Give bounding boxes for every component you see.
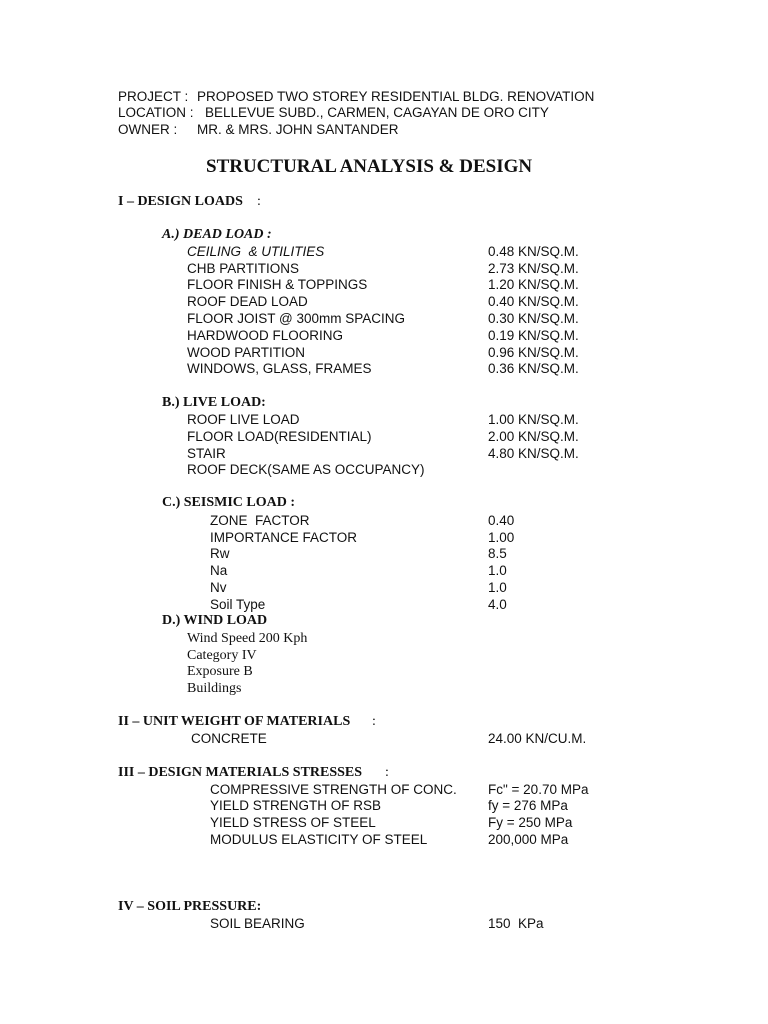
dead-load-value: 0.19 KN/SQ.M.: [488, 328, 579, 343]
project-value: PROPOSED TWO STOREY RESIDENTIAL BLDG. RENOVATION: [197, 89, 595, 104]
soil-bearing-label: SOIL BEARING: [210, 916, 305, 931]
seismic-load-label: Rw: [210, 546, 230, 561]
dead-load-label: WINDOWS, GLASS, FRAMES: [187, 361, 372, 376]
dead-load-value: 0.36 KN/SQ.M.: [488, 361, 579, 376]
dead-load-value: 0.40 KN/SQ.M.: [488, 294, 579, 309]
soil-bearing-value: 150 KPa: [488, 916, 544, 931]
dead-load-value: 0.30 KN/SQ.M.: [488, 311, 579, 326]
stress-label: COMPRESSIVE STRENGTH OF CONC.: [210, 782, 457, 797]
wind-load-line: Wind Speed 200 Kph: [187, 631, 308, 646]
dead-load-value: 2.73 KN/SQ.M.: [488, 261, 579, 276]
section-3-colon: :: [385, 765, 389, 780]
seismic-load-value: 4.0: [488, 597, 507, 612]
wind-load-heading: D.) WIND LOAD: [162, 613, 268, 628]
dead-load-label: WOOD PARTITION: [187, 345, 305, 360]
seismic-load-label: IMPORTANCE FACTOR: [210, 530, 358, 545]
live-load-value: 2.00 KN/SQ.M.: [488, 429, 579, 444]
seismic-load-value: 1.0: [488, 580, 507, 595]
live-load-label: ROOF LIVE LOAD: [187, 412, 300, 427]
seismic-load-heading: C.) SEISMIC LOAD :: [162, 495, 296, 510]
stress-value: Fc" = 20.70 MPa: [488, 782, 589, 797]
dead-load-label: HARDWOOD FLOORING: [187, 328, 344, 343]
section-4-heading: IV – SOIL PRESSURE:: [118, 899, 262, 914]
live-load-label: ROOF DECK(SAME AS OCCUPANCY): [187, 462, 425, 477]
seismic-load-value: 0.40: [488, 513, 515, 528]
unit-weight-label: CONCRETE: [191, 731, 267, 746]
section-3-heading: III – DESIGN MATERIALS STRESSES: [118, 765, 363, 780]
dead-load-value: 1.20 KN/SQ.M.: [488, 277, 579, 292]
stress-label: YIELD STRESS OF STEEL: [210, 815, 376, 830]
wind-load-line: Category IV: [187, 648, 257, 663]
dead-load-label: FLOOR FINISH & TOPPINGS: [187, 277, 368, 292]
dead-load-heading: A.) DEAD LOAD :: [162, 227, 272, 242]
seismic-load-value: 1.00: [488, 530, 515, 545]
dead-load-value: 0.96 KN/SQ.M.: [488, 345, 579, 360]
section-1-colon: :: [257, 194, 261, 209]
dead-load-label: FLOOR JOIST @ 300mm SPACING: [187, 311, 405, 326]
live-load-label: STAIR: [187, 446, 226, 461]
owner-value: MR. & MRS. JOHN SANTANDER: [197, 122, 399, 137]
dead-load-label: CHB PARTITIONS: [187, 261, 300, 276]
wind-load-line: Buildings: [187, 681, 242, 696]
section-2-heading: II – UNIT WEIGHT OF MATERIALS: [118, 714, 351, 729]
seismic-load-label: ZONE FACTOR: [210, 513, 310, 528]
section-1-heading: I – DESIGN LOADS: [118, 194, 243, 209]
dead-load-label: CEILING & UTILITIES: [187, 244, 325, 259]
stress-value: Fy = 250 MPa: [488, 815, 573, 830]
unit-weight-value: 24.00 KN/CU.M.: [488, 731, 587, 746]
seismic-load-label: Na: [210, 563, 228, 578]
wind-load-line: Exposure B: [187, 664, 253, 679]
live-load-label: FLOOR LOAD(RESIDENTIAL): [187, 429, 372, 444]
page-title: STRUCTURAL ANALYSIS & DESIGN: [206, 156, 533, 177]
section-2-colon: :: [372, 714, 376, 729]
location-value: BELLEVUE SUBD., CARMEN, CAGAYAN DE ORO CITY: [205, 105, 549, 120]
seismic-load-label: Nv: [210, 580, 227, 595]
owner-label: OWNER :: [118, 122, 178, 137]
seismic-load-value: 8.5: [488, 546, 507, 561]
seismic-load-value: 1.0: [488, 563, 507, 578]
seismic-load-label: Soil Type: [210, 597, 266, 612]
dead-load-value: 0.48 KN/SQ.M.: [488, 244, 579, 259]
live-load-value: 4.80 KN/SQ.M.: [488, 446, 579, 461]
stress-label: MODULUS ELASTICITY OF STEEL: [210, 832, 428, 847]
project-label: PROJECT :: [118, 89, 189, 104]
stress-label: YIELD STRENGTH OF RSB: [210, 798, 382, 813]
live-load-value: 1.00 KN/SQ.M.: [488, 412, 579, 427]
stress-value: 200,000 MPa: [488, 832, 569, 847]
stress-value: fy = 276 MPa: [488, 798, 568, 813]
dead-load-label: ROOF DEAD LOAD: [187, 294, 308, 309]
live-load-heading: B.) LIVE LOAD:: [162, 395, 266, 410]
location-label: LOCATION :: [118, 105, 194, 120]
